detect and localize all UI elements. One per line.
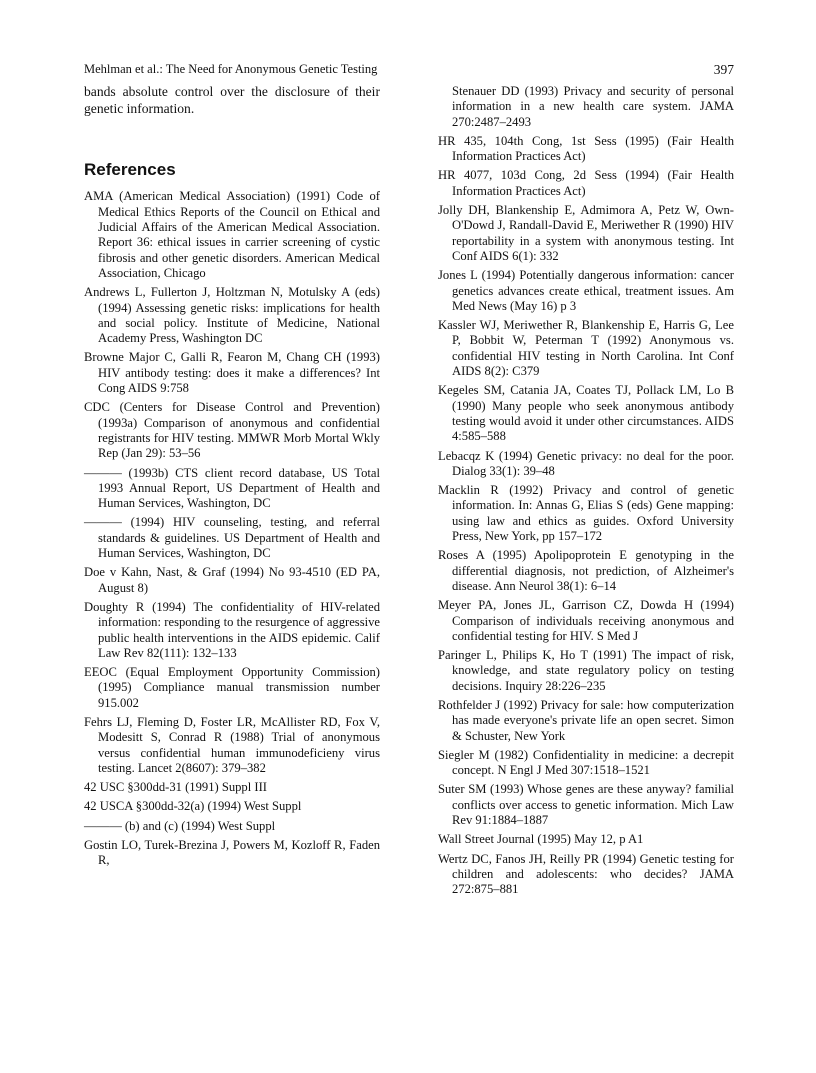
reference-item: HR 435, 104th Cong, 1st Sess (1995) (Fair Health Information Practices Act) xyxy=(438,133,734,164)
reference-list-left xyxy=(84,189,380,868)
right-column xyxy=(438,84,734,902)
intro-paragraph: bands absolute control over the disclosure of their genetic information. xyxy=(84,84,380,116)
reference-list-right xyxy=(438,84,734,898)
reference-item: 42 USCA §300dd-32(a) (1994) West Suppl xyxy=(84,799,302,814)
running-title: Mehlman et al.: The Need for Anonymous Genetic Testing xyxy=(84,62,378,76)
references-heading: References xyxy=(84,160,176,180)
running-head xyxy=(84,62,734,80)
reference-item: ——— (1994) HIV counseling, testing, and referral standards & guidelines. US Department of Health and Human Services, Washington, DC xyxy=(84,515,380,561)
reference-item: Andrews L, Fullerton J, Holtzman N, Motulsky A (eds) (1994) Assessing genetic risks: implications for health and social policy. Institute of Medicine, National Academy Press, Washington DC xyxy=(84,285,380,346)
reference-item: AMA (American Medical Association) (1991) Code of Medical Ethics Reports of the Council on Ethical and Judicial Affairs of the American Medical Association. Report 36: ethical issues in carrier screening of cystic fibrosis and other genetic disorders. American Medical Association, Chicago xyxy=(84,189,380,280)
reference-item: Wall Street Journal (1995) May 12, p A1 xyxy=(438,832,644,847)
reference-item: Jolly DH, Blankenship E, Admimora A, Petz W, Own-O'Dowd J, Randall-David E, Meriwether R (1990) HIV reportability in a system with anonymous testing. Int Conf AIDS 6(1): 332 xyxy=(438,203,734,263)
reference-item: Paringer L, Philips K, Ho T (1991) The impact of risk, knowledge, and state regulatory policy on testing decisions. Inquiry 28:226–235 xyxy=(438,648,734,693)
reference-item: HR 4077, 103d Cong, 2d Sess (1994) (Fair Health Information Practices Act) xyxy=(438,168,734,198)
reference-item: Fehrs LJ, Fleming D, Foster LR, McAllister RD, Fox V, Modesitt S, Conrad R (1988) Trial of anonymous versus confidential human immunodeficieny virus testing. Lancet 2(8607): 379–382 xyxy=(84,714,380,775)
reference-item: Doe v Kahn, Nast, & Graf (1994) No 93-4510 (ED PA, August 8) xyxy=(84,565,380,595)
reference-item: Suter SM (1993) Whose genes are these anyway? familial conflicts over access to genetic information. Mich Law Rev 91:1884–1887 xyxy=(438,782,734,828)
reference-item: EEOC (Equal Employment Opportunity Commission) (1995) Compliance manual transmission number 915.002 xyxy=(84,665,380,710)
reference-item: ——— (1993b) CTS client record database, US Total 1993 Annual Report, US Department of Health and Human Services, Washington, DC xyxy=(84,465,380,511)
reference-item: Lebacqz K (1994) Genetic privacy: no deal for the poor. Dialog 33(1): 39–48 xyxy=(438,448,734,478)
reference-item: Roses A (1995) Apolipoprotein E genotyping in the differential diagnosis, not prediction, of Alzheimer's disease. Ann Neurol 38(1): 6–14 xyxy=(438,548,734,593)
reference-item: Jones L (1994) Potentially dangerous information: cancer genetics advances create ethical, treatment issues. Am Med News (May 16) p 3 xyxy=(438,268,734,313)
reference-item: ——— (b) and (c) (1994) West Suppl xyxy=(84,818,276,833)
reference-item: Stenauer DD (1993) Privacy and security of personal information in a new health care system. JAMA 270:2487–2493 xyxy=(452,84,734,129)
reference-item: Kassler WJ, Meriwether R, Blankenship E, Harris G, Lee P, Bobbit W, Peterman T (1992) Anonymous vs. confidential HIV testing in North Carolina. Int Conf AIDS 8(2): C379 xyxy=(438,318,734,379)
left-column xyxy=(84,84,380,873)
reference-item: Siegler M (1982) Confidentiality in medicine: a decrepit concept. N Engl J Med 307:1518–1521 xyxy=(438,747,734,778)
reference-item: 42 USC §300dd-31 (1991) Suppl III xyxy=(84,780,267,795)
reference-item: Doughty R (1994) The confidentiality of HIV-related information: responding to the resurgence of aggressive public health interventions in the AIDS epidemic. Calif Law Rev 82(111): 132–133 xyxy=(84,599,380,660)
reference-item: Browne Major C, Galli R, Fearon M, Chang CH (1993) HIV antibody testing: does it make a differences? Int Cong AIDS 9:758 xyxy=(84,350,380,396)
reference-item: Meyer PA, Jones JL, Garrison CZ, Dowda H (1994) Comparison of individuals receiving anonymous and confidential testing for HIV. S Med J xyxy=(438,598,734,643)
reference-item: Kegeles SM, Catania JA, Coates TJ, Pollack LM, Lo B (1990) Many people who seek anonymous antibody testing would avoid it under other circumstances. AIDS 4:585–588 xyxy=(438,383,734,444)
reference-item: Rothfelder J (1992) Privacy for sale: how computerization has made everyone's private life an open secret. Simon & Schuster, New York xyxy=(438,697,734,743)
reference-item: CDC (Centers for Disease Control and Prevention) (1993a) Comparison of anonymous and confidential registrants for HIV testing. MMWR Morb Mortal Wkly Rep (Jan 29): 53–56 xyxy=(84,400,380,461)
reference-item: Gostin LO, Turek-Brezina J, Powers M, Kozloff R, Faden R, xyxy=(84,838,380,868)
reference-item: Wertz DC, Fanos JH, Reilly PR (1994) Genetic testing for children and adolescents: who decides? JAMA 272:875–881 xyxy=(438,851,734,897)
reference-item: Macklin R (1992) Privacy and control of genetic information. In: Annas G, Elias S (eds) Gene mapping: using law and ethics as guides. Oxford University Press, New York, pp 157–172 xyxy=(438,483,734,544)
page-number: 397 xyxy=(713,62,734,77)
